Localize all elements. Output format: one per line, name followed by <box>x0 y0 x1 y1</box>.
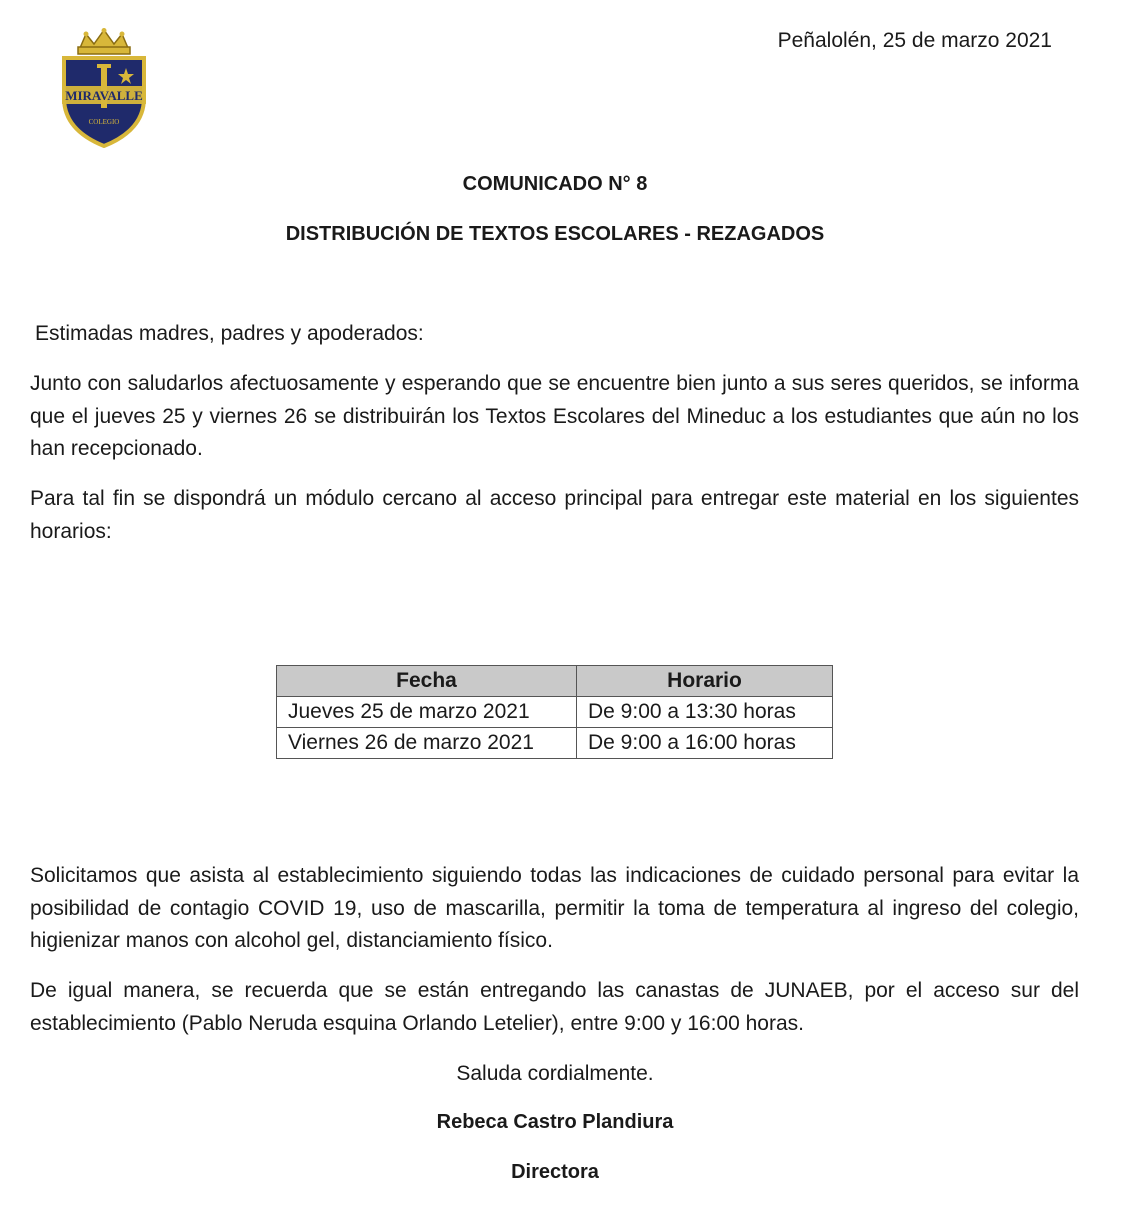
paragraph-junaeb: De igual manera, se recuerda que se están entregando las canastas de JUNAEB, por el acceso sur del establecimiento (Pablo Neruda esquina Orlando Letelier), entre 9:00 y 16:00 horas. <box>30 979 1079 1035</box>
signer-role: Directora <box>511 1161 599 1183</box>
paragraph-module: Para tal fin se dispondrá un módulo cercano al acceso principal para entregar este material en los siguientes horarios: <box>30 487 1079 543</box>
paragraph-safety: Solicitamos que asista al establecimiento siguiendo todas las indicaciones de cuidado personal para evitar la posibilidad de contagio COVID 19, uso de mascarilla, permitir la toma de temperatura al ingreso del colegio, higienizar manos con alcohol gel, distanciamiento físico. <box>30 864 1079 952</box>
greeting: Estimadas madres, padres y apoderados: <box>35 322 424 345</box>
table-cell-date: Jueves 25 de marzo 2021 <box>277 697 577 728</box>
logo-sub-text: COLEGIO <box>88 118 120 126</box>
document-title: COMUNICADO N° 8 <box>462 173 648 195</box>
table-cell-time: De 9:00 a 16:00 horas <box>577 728 833 759</box>
table-row <box>277 728 833 759</box>
table-cell-date: Viernes 26 de marzo 2021 <box>277 728 577 759</box>
school-crest-logo <box>58 28 150 148</box>
signer-name: Rebeca Castro Plandiura <box>436 1111 674 1133</box>
schedule-table <box>276 665 833 759</box>
crown-icon <box>78 28 130 54</box>
logo-name-text: MIRAVALLE <box>65 88 143 103</box>
place-date: Peñalolén, 25 de marzo 2021 <box>777 29 1052 52</box>
table-row <box>277 697 833 728</box>
column-header-time: Horario <box>577 666 833 697</box>
farewell-text: Saluda cordialmente. <box>456 1062 654 1085</box>
column-header-date: Fecha <box>277 666 577 697</box>
paragraph-intro: Junto con saludarlos afectuosamente y esperando que se encuentre bien junto a sus seres queridos, se informa que el jueves 25 y viernes 26 se distribuirán los Textos Escolares del Mineduc a los estudiantes que aún no los han recepcionado. <box>30 372 1079 460</box>
table-header-row <box>277 666 833 697</box>
table-cell-time: De 9:00 a 13:30 horas <box>577 697 833 728</box>
document-subtitle: DISTRIBUCIÓN DE TEXTOS ESCOLARES - REZAGADOS <box>285 223 825 245</box>
